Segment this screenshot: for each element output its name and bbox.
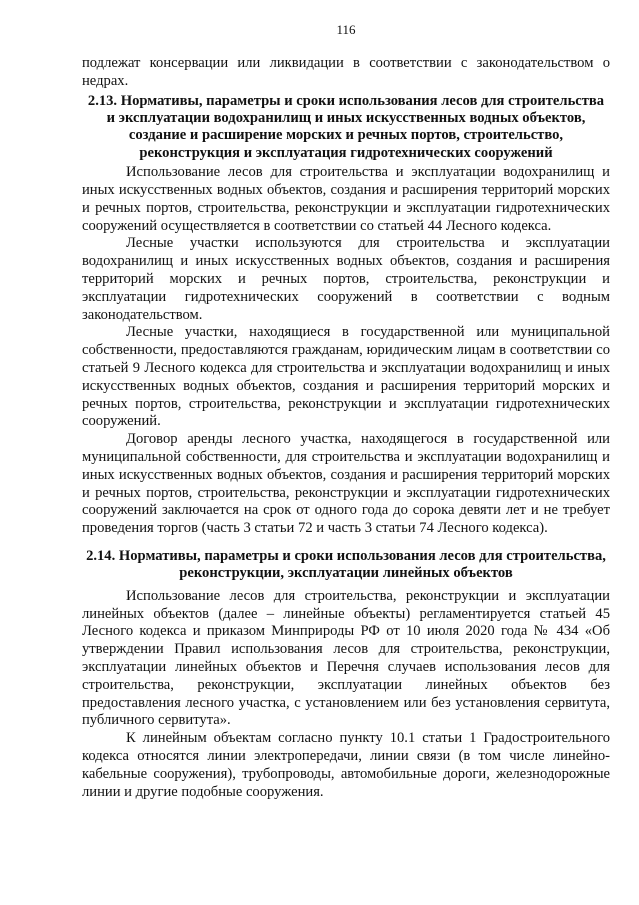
section-2-13-paragraph-2: Лесные участки используются для строительства и эксплуатации водохранилищ и иных искусственных водных объектов, создания и расширения территорий морских и речных портов, строительства, реконструкции и эксплуатации гидротехнических сооружений в соответствии с водным законодательством. bbox=[82, 235, 610, 323]
section-2-13-paragraph-3: Лесные участки, находящиеся в государственной или муниципальной собственности, предоставляются гражданам, юридическим лицам в соответствии со статьей 9 Лесного кодекса для строительства и эксплуатации водохранилищ и иных искусственных водных объектов, создания и расширения территорий морских и речных портов, строительства, реконструкции и эксплуатации гидротехнических сооружений. bbox=[82, 324, 610, 430]
section-2-13-paragraph-1: Использование лесов для строительства и эксплуатации водохранилищ и иных искусственных водных объектов, создания и расширения территорий морских и речных портов, строительства, реконструкции и эксплуатации гидротехнических сооружений осуществляется в соответствии со статьей 44 Лесного кодекса. bbox=[82, 164, 610, 234]
section-2-14-paragraph-2: К линейным объектам согласно пункту 10.1 статьи 1 Градостроительного кодекса относятся линии электропередачи, линии связи (в том числе линейно-кабельные сооружения), трубопроводы, автомобильные дороги, железнодорожные линии и другие подобные сооружения. bbox=[82, 730, 610, 800]
section-heading-2-13: 2.13. Нормативы, параметры и сроки использования лесов для строительства и эксплуатации водохранилищ и иных искусственных водных объектов, создание и расширение морских и речных портов, строительство, реконструкция и эксплуатация гидротехнических сооружений bbox=[87, 92, 605, 161]
section-2-14-paragraph-1: Использование лесов для строительства, реконструкции и эксплуатации линейных объектов (далее – линейные объекты) регламентируется статьей 45 Лесного кодекса и приказом Минприроды РФ от 10 июля 2020 года № 434 «Об утверждении Правил использования лесов для строительства, реконструкции, эксплуатации линейных объектов и Перечня случаев использования лесов для строительства, реконструкции, эксплуатации линейных объектов без предоставления лесного участка, с установлением или без установления сервитута, публичного сервитута». bbox=[82, 587, 610, 729]
document-page bbox=[82, 22, 610, 801]
section-heading-2-14: 2.14. Нормативы, параметры и сроки использования лесов для строительства, реконструкции, эксплуатации линейных объектов bbox=[86, 547, 606, 582]
continuation-paragraph: подлежат консервации или ликвидации в соответствии с законодательством о недрах. bbox=[82, 55, 610, 89]
page-number: 116 bbox=[336, 22, 356, 37]
section-2-13-paragraph-4: Договор аренды лесного участка, находящегося в государственной или муниципальной собственности, для строительства и эксплуатации водохранилищ и иных искусственных водных объектов, создания и расширения территорий морских и речных портов, строительства, реконструкции и эксплуатации гидротехнических сооружений заключается на срок от одного года до сорока девяти лет и не требует проведения торгов (часть 3 статьи 72 и часть 3 статьи 74 Лесного кодекса). bbox=[82, 431, 610, 537]
